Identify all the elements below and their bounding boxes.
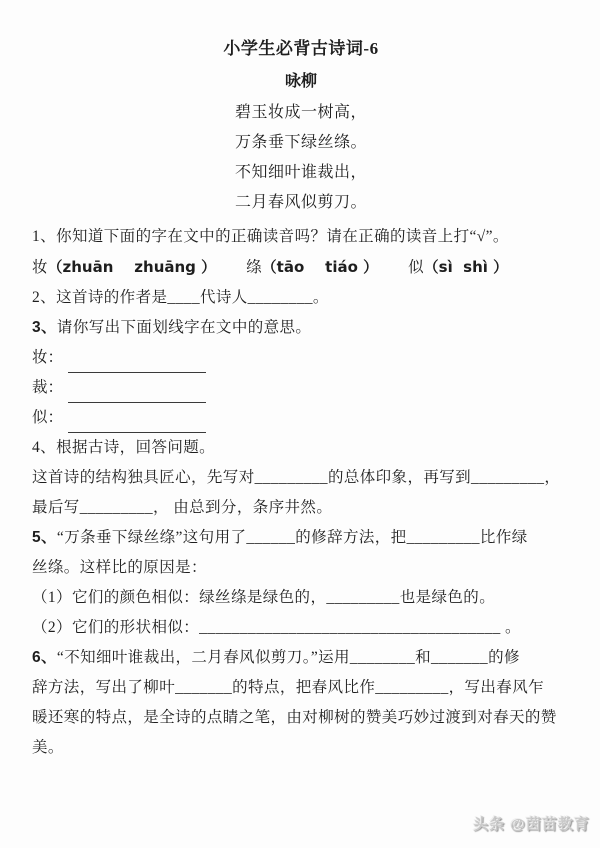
- question-3: [32, 313, 570, 343]
- poem-title: 咏柳: [284, 73, 317, 90]
- question-4-body-line-2: 最后写_________， 由总到分，条序井然。: [32, 499, 333, 516]
- poem-line-3: 不知细叶谁裁出，: [234, 164, 367, 181]
- answer-blank: [68, 384, 206, 403]
- question-5-sub-item-1: （1）它们的颜色相似：绿丝绦是绿色的，_________也是绿色的。: [32, 589, 496, 606]
- question-6: [32, 643, 570, 673]
- pinyin-choice-row: [32, 252, 570, 283]
- pinyin-group-tao: [246, 252, 378, 283]
- question-6-number: 6、: [32, 649, 57, 666]
- question-6-body-line-3: 暖还寒的特点，是全诗的点睛之笔，由对柳树的赞美巧妙过渡到对春天的赞: [32, 709, 557, 726]
- definition-line-cai: [32, 373, 570, 403]
- question-2: [32, 283, 570, 313]
- pinyin-options: （sì shì ）: [423, 258, 509, 276]
- question-2-number: 2、: [32, 289, 57, 306]
- question-4-number: 4、: [32, 439, 57, 456]
- question-6-text: “不知细叶谁裁出，二月春风似剪刀。”运用________和_______的修: [56, 649, 520, 666]
- question-3-text: 请你写出下面划线字在文中的意思。: [56, 319, 312, 336]
- question-5: [32, 523, 570, 553]
- question-5-body-line: 丝绦。这样比的原因是：: [32, 559, 207, 576]
- question-5-number: 5、: [32, 529, 57, 546]
- question-4: [32, 433, 570, 463]
- watermark: 头条 @茵苗教育: [473, 816, 590, 833]
- pinyin-options: （zhuān zhuāng ）: [47, 258, 217, 276]
- definition-line-zhuang: [32, 343, 570, 373]
- poem-line-2: 万条垂下绿丝绦。: [234, 134, 367, 151]
- pinyin-group-zhuang: [32, 252, 216, 283]
- question-1: [32, 222, 570, 252]
- question-1-number: 1、: [32, 228, 57, 245]
- definition-label: 裁：: [32, 379, 64, 396]
- pinyin-char: 绦: [246, 259, 262, 276]
- definition-line-si: [32, 403, 570, 433]
- pinyin-char: 似: [408, 259, 424, 276]
- question-2-text: 这首诗的作者是____代诗人________。: [56, 289, 329, 306]
- question-1-text: 你知道下面的字在文中的正确读音吗？请在正确的读音上打“√”。: [56, 228, 509, 245]
- definition-label: 妆：: [32, 349, 64, 366]
- poem-line-4: 二月春风似剪刀。: [234, 194, 367, 211]
- pinyin-options: （tāo tiáo ）: [261, 258, 379, 276]
- question-4-body-line-1: 这首诗的结构独具匠心，先写对_________的总体印象，再写到_________，: [32, 469, 561, 486]
- poem-line-1: 碧玉妆成一树高，: [234, 104, 367, 121]
- answer-blank: [68, 414, 206, 433]
- question-4-text: 根据古诗，回答问题。: [56, 439, 216, 456]
- definition-label: 似：: [32, 409, 64, 426]
- question-5-sub-item-2: （2）它们的形状相似：_____________________________________ 。: [32, 619, 521, 636]
- question-3-number: 3、: [32, 319, 57, 336]
- pinyin-group-si: [408, 252, 508, 283]
- question-6-body-line-2: 辞方法，写出了柳叶_______的特点，把春风比作_________，写出春风乍: [32, 679, 545, 696]
- question-5-text: “万条垂下绿丝绦”这句用了______的修辞方法，把_________比作绿: [56, 529, 528, 546]
- question-6-body-line-4: 美。: [32, 739, 64, 756]
- pinyin-char: 妆: [32, 259, 48, 276]
- page-title: 小学生必背古诗词-6: [223, 39, 379, 58]
- answer-blank: [68, 354, 206, 373]
